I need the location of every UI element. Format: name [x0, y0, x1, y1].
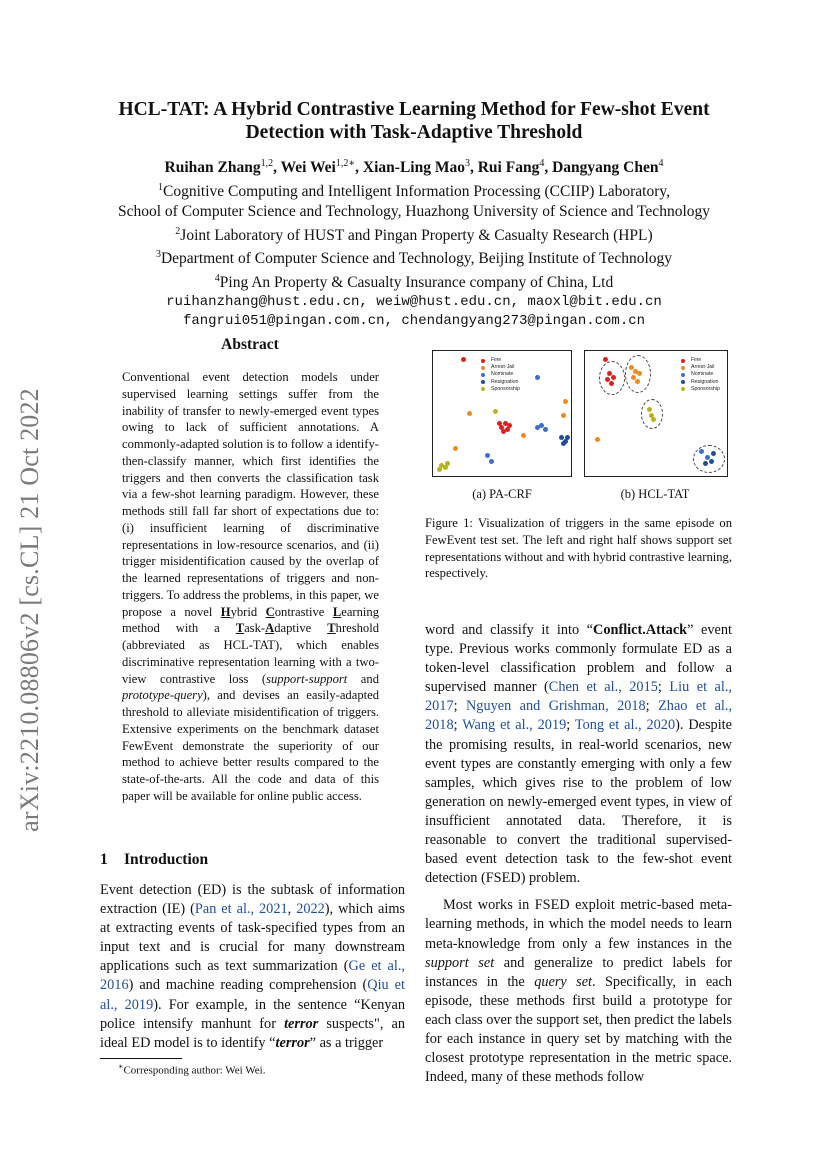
- right-column-body: [425, 621, 732, 1087]
- scatter-point: [561, 441, 566, 446]
- citation-link[interactable]: Nguyen and Grishman, 2018: [465, 698, 646, 715]
- scatter-point: [635, 379, 640, 384]
- scatter-point: [521, 433, 526, 438]
- affiliation: $^3$Department of Computer Science and Technology, Beijing Institute of Technology: [155, 249, 673, 268]
- scatter-point: [445, 461, 450, 466]
- affiliation: $^4$Ping An Property & Casualty Insurance company of China, Ltd: [214, 273, 614, 292]
- scatter-point: [543, 427, 548, 432]
- scatter-point: [611, 375, 616, 380]
- scatter-point: [493, 409, 498, 414]
- legend-item: Arrest-Jail: [681, 364, 720, 371]
- scatter-point: [603, 357, 608, 362]
- paragraph: Most works in FSED exploit metric-based meta-learning methods, in which the model needs to learn meta-knowledge from only a few instances in the support set and generalize to predict labels for instances in the query set. Specifically, in each episode, these methods first build a prototype for each class over the support set, then predict the labels for each instance in query set by matching with the closest prototype representation in the metric space. Indeed, many of these methods follow: [425, 897, 733, 1086]
- scatter-point: [637, 371, 642, 376]
- scatter-point: [437, 467, 442, 472]
- email-line: ruihanzhang@hust.edu.cn, weiw@hust.edu.cn, maoxl@bit.edu.cn: [166, 293, 662, 310]
- scatter-point: [461, 357, 466, 362]
- abstract-heading: Abstract: [221, 336, 279, 353]
- abstract-body: Conventional event detection models under supervised learning settings suffer from the inability of transfer to newly-emerged event types owing to lack of sufficient annotations. A commonly-adapted solution is to follow a identify-then-classify manner, which first identifies the triggers and then converts the classification task via a few-shot learning paradigm. However, these methods still fall far short of expectations due to: (i) insufficient learning of discriminative representations in low-resource scenarios, and (ii) trigger misidentification caused by the overlap of the learned representations of triggers and non-triggers. To address the problems, in this paper, we propose a novel Hybrid Contrastive Learning method with a Task-Adaptive Threshold (abbreviated as HCL-TAT), which enables discriminative representation learning with a two-view contrastive loss (support-support and prototype-query), and devises an easily-adapted threshold to alleviate misidentification of triggers. Extensive experiments on the benchmark dataset FewEvent demonstrate the superiority of our method to achieve better results compared to the state-of-the-arts. All the code and data of this paper will be available for online public access.: [122, 370, 380, 803]
- legend-marker: [481, 387, 485, 391]
- figure-panel-pa-crf: [432, 350, 572, 477]
- author: Wei Wei: [280, 159, 336, 177]
- legend-marker: [681, 373, 685, 377]
- affiliation: $^1$Cognitive Computing and Intelligent Information Processing (CCIIP) Laboratory,: [158, 182, 670, 201]
- legend-item: Sponsorship: [481, 386, 520, 393]
- legend-marker: [681, 387, 685, 391]
- scatter-point: [497, 421, 502, 426]
- author: Rui Fang: [477, 159, 540, 177]
- scatter-point: [711, 451, 716, 456]
- scatter-point: [489, 459, 494, 464]
- citation-link[interactable]: Ge et al., 2016: [100, 958, 406, 994]
- figure-panel-hcl-tat: [584, 350, 728, 477]
- citation-link[interactable]: Pan et al., 2021: [194, 901, 288, 918]
- scatter-point: [651, 417, 656, 422]
- legend-marker: [481, 359, 485, 363]
- scatter-point: [485, 453, 490, 458]
- footnote: ∗Corresponding author: Wei Wei.: [118, 1062, 266, 1077]
- legend-item: Resignation: [681, 379, 720, 386]
- figure-legend: [481, 357, 520, 393]
- legend-item: Fine: [681, 357, 720, 364]
- email-line: fangrui051@pingan.com.cn, chendangyang273@pingan.com.cn: [182, 313, 646, 330]
- author-list: Ruihan Zhang$^{1,2}$, Wei Wei$^{1,2∗}$, Xian-Ling Mao$^3$, Rui Fang$^4$, Dangyang Chen$^4$: [164, 158, 664, 177]
- paragraph: word and classify it into “Conflict.Attack” event type. Previous works commonly formulate ED as a token-level classification problem and follow a supervised manner (Chen et al., 2015; Liu et al., 2017; Nguyen and Grishman, 2018; Zhao et al., 2018; Wang et al., 2019; Tong et al., 2020). Despite the promising results, in real-world scenarios, new event types are constantly emerging with only a few samples, which gives rise to the problem of low generation on newly-emerged event types, in view of insufficient annotated data. Therefore, it is reasonable to convert the traditional supervised-based event detection task to the few-shot event detection (FSED) problem.: [425, 622, 733, 887]
- legend-item: Nominate: [481, 371, 520, 378]
- scatter-point: [703, 461, 708, 466]
- citation-link[interactable]: Chen et al., 2015: [548, 679, 658, 696]
- figure-caption: Figure 1: Visualization of triggers in the same episode on FewEvent test set. The left and right half shows support set representations without and with hybrid contrastive learning, respectively.: [425, 516, 732, 581]
- author: Xian-Ling Mao: [362, 159, 465, 177]
- legend-marker: [481, 373, 485, 377]
- legend-marker: [481, 380, 485, 384]
- legend-marker: [681, 366, 685, 370]
- scatter-point: [507, 423, 512, 428]
- subfigure-caption-b: (b) HCL-TAT: [620, 487, 690, 501]
- subfigure-caption-a: (a) PA-CRF: [472, 487, 532, 501]
- scatter-point: [609, 381, 614, 386]
- arxiv-stamp: arXiv:2210.08806v2 [cs.CL] 21 Oct 2022: [15, 388, 45, 832]
- scatter-point: [561, 413, 566, 418]
- scatter-point: [453, 446, 458, 451]
- scatter-point: [709, 459, 714, 464]
- scatter-point: [647, 407, 652, 412]
- section-heading-introduction: 1 Introduction: [100, 851, 209, 868]
- scatter-point: [595, 437, 600, 442]
- legend-marker: [481, 366, 485, 370]
- scatter-point: [563, 399, 568, 404]
- figure-legend: [681, 357, 720, 393]
- citation-link[interactable]: Tong et al., 2020: [574, 717, 676, 734]
- legend-item: Arrest-Jail: [481, 364, 520, 371]
- citation-link[interactable]: Qiu et al., 2019: [100, 977, 405, 1013]
- affiliation: School of Computer Science and Technology, Huazhong University of Science and Technology: [118, 202, 710, 220]
- footnote-rule: [100, 1058, 182, 1059]
- legend-item: Resignation: [481, 379, 520, 386]
- scatter-point: [535, 375, 540, 380]
- paper-title: HCL-TAT: A Hybrid Contrastive Learning Method for Few-shot Event Detection with Task-Adaptive Threshold: [118, 99, 710, 143]
- citation-link[interactable]: Liu et al., 2017: [425, 679, 733, 715]
- scatter-point: [501, 429, 506, 434]
- author: Ruihan Zhang: [164, 159, 261, 177]
- citation-link[interactable]: 2022: [296, 901, 325, 918]
- legend-marker: [681, 359, 685, 363]
- affiliation: $^2$Joint Laboratory of HUST and Pingan Property & Casualty Research (HPL): [175, 225, 653, 244]
- scatter-point: [699, 449, 704, 454]
- author: Dangyang Chen: [552, 159, 659, 177]
- scatter-point: [565, 435, 570, 440]
- introduction-body: Event detection (ED) is the subtask of information extraction (IE) (Pan et al., 2021, 2022), which aims at extracting events of task-specified types from an input text and is crucial for many downstream applications such as text summarization (Ge et al., 2016) and machine reading comprehension (Qiu et al., 2019). For example, in the sentence “Kenyan police intensify manhunt for terror suspects", an ideal ED model is to identify “terror” as a trigger: [100, 882, 406, 1051]
- citation-link[interactable]: Zhao et al., 2018: [425, 698, 733, 734]
- legend-marker: [681, 380, 685, 384]
- citation-link[interactable]: Wang et al., 2019: [462, 717, 567, 734]
- legend-item: Fine: [481, 357, 520, 364]
- scatter-point: [467, 411, 472, 416]
- legend-item: Nominate: [681, 371, 720, 378]
- paper-header: [80, 98, 748, 332]
- legend-item: Sponsorship: [681, 386, 720, 393]
